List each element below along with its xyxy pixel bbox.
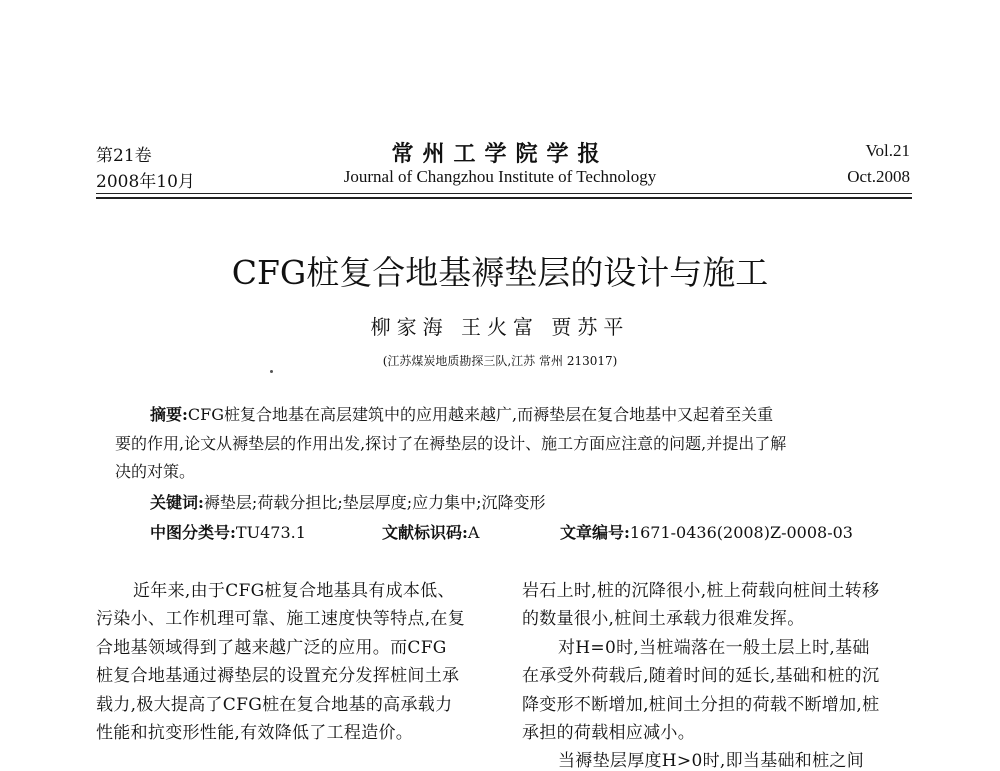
abstract-label: 摘要: [150,405,188,424]
body-left-line: 桩复合地基通过褥垫层的设置充分发挥桩间土承 [96,666,460,686]
journal-title-cn: 常州工学院学报 [391,141,609,167]
journal-title-en: Journal of Changzhou Institute of Technology [343,167,657,186]
clc-line [150,520,306,543]
abstract-text: CFG桩复合地基在高层建筑中的应用越来越广,而褥垫层在复合地基中又起着至关重 [187,405,774,424]
body-right-line: 承担的荷载相应减小。 [522,723,695,743]
doc-code-value: A [467,523,480,542]
body-right-line: 的数量很小,桩间土承载力很难发挥。 [522,609,805,629]
header-rule-thin [96,193,912,194]
author-affiliation: (江苏煤炭地质勘探三队,江苏 常州 213017) [382,354,618,368]
doc-code-label: 文献标识码: [382,523,468,542]
article-title: CFG桩复合地基褥垫层的设计与施工 [231,253,769,292]
body-left-line: 合地基领域得到了越来越广泛的应用。而CFG [96,638,447,658]
article-number-value: 1671-0436(2008)Z-0008-03 [629,523,853,542]
doc-code-line [382,520,479,543]
body-left-line: 性能和抗变形性能,有效降低了工程造价。 [96,723,414,743]
article-authors: 柳家海 王火富 贾苏平 [370,315,630,339]
keywords-label: 关键词: [150,493,204,512]
body-left-line: 载力,极大提高了CFG桩在复合地基的高承载力 [96,695,453,715]
article-number-label: 文章编号: [560,523,630,542]
abstract-line-2: 要的作用,论文从褥垫层的作用出发,探讨了在褥垫层的设计、施工方面应注意的问题,并提出了解 [115,434,787,453]
keywords-text: 褥垫层;荷载分担比;垫层厚度;应力集中;沉降变形 [203,493,546,512]
body-right-line: 岩石上时,桩的沉降很小,桩上荷载向桩间土转移 [522,581,880,601]
issue-date-en: Oct.2008 [847,167,910,186]
body-right-line: 在承受外荷载后,随着时间的延长,基础和桩的沉 [522,666,880,686]
issue-date-cn: 2008年10月 [96,172,195,192]
header-rule-thick [96,197,912,199]
body-right-line: 当褥垫层厚度H>0时,即当基础和桩之间 [558,751,864,771]
body-right-line: 对H=0时,当桩端落在一般土层上时,基础 [558,638,870,658]
clc-label: 中图分类号: [150,523,236,542]
keywords-line [150,490,546,513]
abstract-line-1 [150,402,773,425]
speck-mark [270,370,273,373]
body-right-line: 降变形不断增加,桩间土分担的荷载不断增加,桩 [522,695,880,715]
abstract-line-3: 决的对策。 [115,462,196,481]
clc-value: TU473.1 [235,523,306,542]
body-left-line: 近年来,由于CFG桩复合地基具有成本低、 [133,581,455,601]
volume-label: 第21卷 [96,146,152,166]
volume-en: Vol.21 [865,141,910,160]
article-number-line [560,520,853,543]
body-left-line: 污染小、工作机理可靠、施工速度快等特点,在复 [96,609,466,629]
